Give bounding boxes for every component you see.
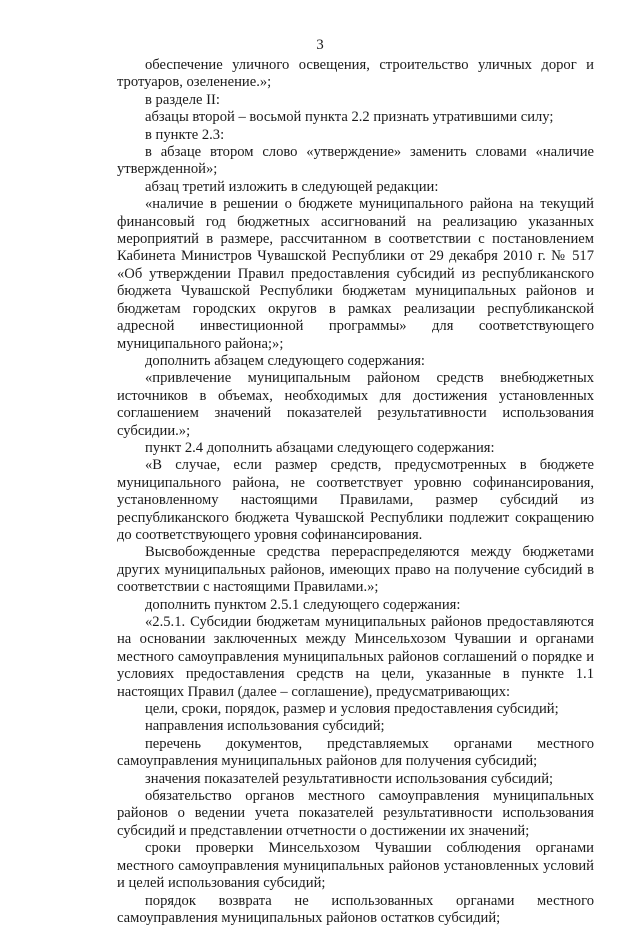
paragraph: в пункте 2.3: [117,127,594,144]
paragraph: дополнить абзацем следующего содержания: [117,353,594,370]
paragraph: значения показателей результативности использования субсидий; [117,771,594,788]
paragraph: «наличие в решении о бюджете муниципального района на текущий финансовый год бюджетных ассигнований на реализацию указанных мероприятий в размере, рассчитанном в соответствии с постановлением Кабинета Министров Чувашской Республики от 29 декабря 2010 г. № 517 «Об утверждении Правил предоставления субсидий из республиканского бюджета Чувашской Республики бюджетам муниципальных районов и бюджетам городских округов в рамках реализации республиканской адресной инвестиционной программы» для соответствующего муниципального района;»; [117,196,594,353]
paragraph: в абзаце втором слово «утверждение» заменить словами «наличие утвержденной»; [117,144,594,179]
paragraph: порядок возврата не использованных органами местного самоуправления муниципальных районов остатков субсидий; [117,893,594,927]
paragraph: Высвобожденные средства перераспределяются между бюджетами других муниципальных районов, имеющих право на получение субсидий в соответствии с настоящими Правилами.»; [117,544,594,596]
paragraph: пункт 2.4 дополнить абзацами следующего содержания: [117,440,594,457]
paragraph: «В случае, если размер средств, предусмотренных в бюджете муниципального района, не соответствует уровню софинансирования, установленному настоящими Правилами, размер субсидий из республиканского бюджета Чувашской Республики подлежит сокращению до соответствующего уровня софинансирования. [117,457,594,544]
paragraph: перечень документов, представляемых органами местного самоуправления муниципальных районов для получения субсидий; [117,736,594,771]
paragraph: дополнить пунктом 2.5.1 следующего содержания: [117,597,594,614]
paragraph: направления использования субсидий; [117,718,594,735]
paragraph: «2.5.1. Субсидии бюджетам муниципальных районов предоставляются на основании заключенных между Минсельхозом Чувашии и органами местного самоуправления муниципальных районов соглашений о порядке и условиях предоставления средств на цели, указанные в пункте 1.1 настоящих Правил (далее – соглашение), предусматривающих: [117,614,594,701]
paragraph: «привлечение муниципальным районом средств внебюджетных источников в объемах, необходимых для достижения установленных соглашением значений показателей результативности использования субсидии.»; [117,370,594,440]
page-number: 3 [0,36,640,54]
paragraph: абзац третий изложить в следующей редакции: [117,179,594,196]
paragraph: обеспечение уличного освещения, строительство уличных дорог и тротуаров, озеленение.»; [117,57,594,92]
paragraph: цели, сроки, порядок, размер и условия предоставления субсидий; [117,701,594,718]
paragraph: в разделе II: [117,92,594,109]
paragraph: обязательство органов местного самоуправления муниципальных районов о ведении учета показателей результативности использования субсидий и представлении отчетности о достижении их значений; [117,788,594,840]
paragraph: абзацы второй – восьмой пункта 2.2 признать утратившими силу; [117,109,594,126]
document-body [117,57,594,927]
paragraph: сроки проверки Минсельхозом Чувашии соблюдения органами местного самоуправления муниципальных районов установленных условий и целей использования субсидий; [117,840,594,892]
